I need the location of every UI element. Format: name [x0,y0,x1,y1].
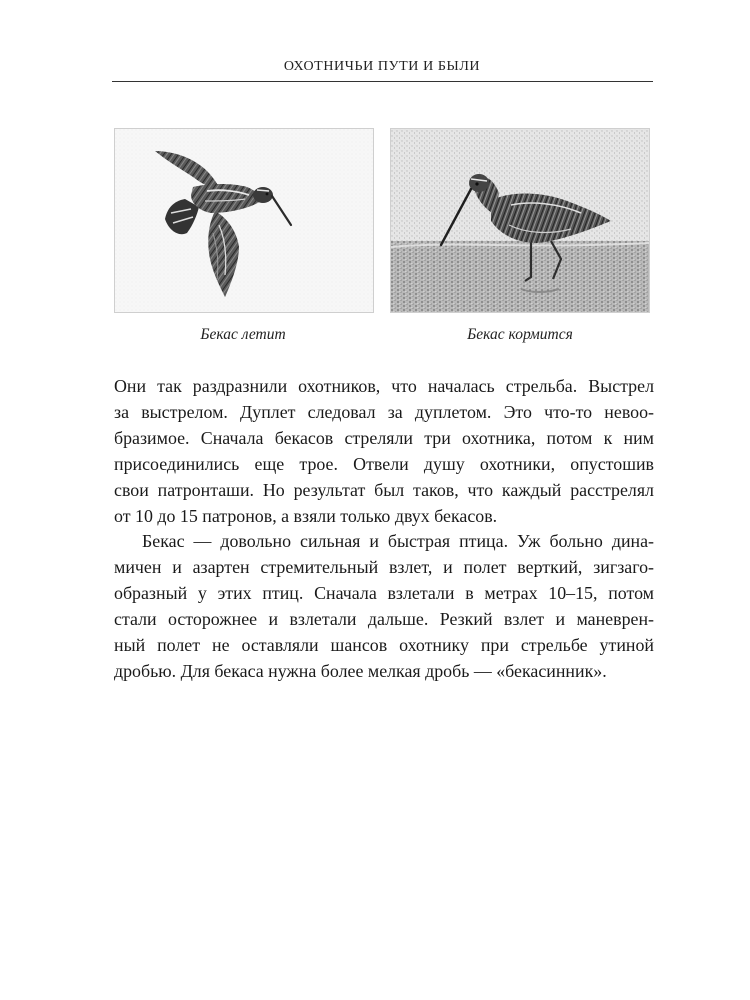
snipe-feeding-illustration [391,129,649,312]
text-line: ный полет не оставляли шансов охотнику при стрельбе утиной [114,635,654,656]
text-line: Бекас — довольно сильная и быстрая птица. Уж больно дина- [142,531,654,552]
running-head: ОХОТНИЧЬИ ПУТИ И БЫЛИ [283,59,481,74]
snipe-flying-illustration [115,129,373,312]
figure-caption-flying: Бекас летит [200,326,286,343]
figure-caption-feeding: Бекас кормится [467,326,573,343]
text-line: от 10 до 15 патронов, а взяли только двух бекасов. [114,505,498,526]
text-line: образный у этих птиц. Сначала взлетали в метрах 10–15, потом [114,583,654,604]
text-line: Они так раздразнили охотников, что началась стрельба. Выстрел [114,376,654,396]
text-line: за выстрелом. Дуплет следовал за дуплетом. Это что-то невоо- [114,401,654,422]
body-text [114,374,654,685]
text-line: стали осторожнее и взлетали дальше. Резкий взлет и маневрен- [114,609,654,630]
text-line: свои патронташи. Но результат был таков, что каждый расстрелял [114,479,654,500]
text-line: присоединились еще трое. Отвели душу охотники, опустошив [114,453,654,474]
figure-snipe-flying [114,128,374,313]
paragraph-1 [114,374,654,529]
text-line: бразимое. Сначала бекасов стреляли три охотника, потом к ним [114,427,654,448]
header-rule [112,81,653,82]
paragraph-2 [114,529,654,684]
text-line: дробью. Для бекаса нужна более мелкая дробь — «бекасинник». [114,660,607,681]
figure-snipe-feeding [390,128,650,313]
text-line: мичен и азартен стремительный взлет, и полет верткий, зигзаго- [114,557,654,578]
